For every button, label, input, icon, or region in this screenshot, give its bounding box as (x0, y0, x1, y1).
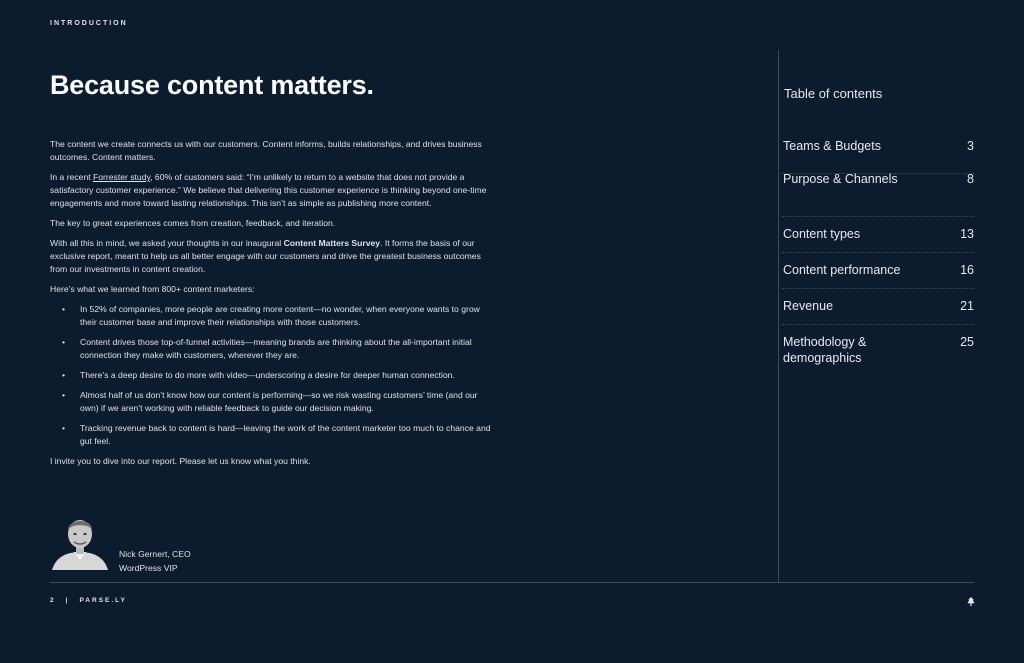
intro-paragraph-2 (50, 171, 495, 210)
toc-item-page: 3 (967, 139, 974, 153)
column-divider (778, 50, 779, 582)
intro-paragraph-2-end: , 60% of customers said: “I’m unlikely to return to a website that does not provide a satisfactory customer experience.” We believe that delivering this customer experience is thinking beyond one-time engagements and more toward lasting relationships. This isn’t as simple as publishing more content. (50, 172, 487, 208)
intro-paragraph-4-start: With all this in mind, we asked your thoughts in our inaugural (50, 238, 284, 248)
toc-heading: Table of contents (784, 86, 883, 101)
toc-item-revenue[interactable] (782, 289, 974, 325)
toc-item-label: Content types (783, 227, 861, 241)
toc-item-page: 13 (960, 227, 974, 241)
toc-item-page: 8 (967, 172, 974, 186)
toc-item-teams-budgets[interactable] (782, 138, 974, 174)
toc-item-label: Revenue (783, 299, 834, 313)
ceo-portrait (50, 510, 110, 570)
forrester-study-link[interactable]: Forrester study (93, 172, 151, 182)
toc-item-page: 21 (960, 299, 974, 313)
intro-body (50, 138, 495, 475)
toc-item-methodology[interactable] (782, 325, 974, 368)
section-eyebrow: INTRODUCTION (50, 20, 128, 27)
signer-company: WordPress VIP (119, 563, 178, 573)
page-title: Because content matters. (50, 70, 374, 100)
intro-paragraph-2-start: In a recent (50, 172, 93, 182)
finding-item: • In 52% of companies, more people are creating more content—no wonder, when everyone wants to grow their customer base and improve their relationships with those customers. (80, 303, 495, 329)
intro-paragraph-5: Here’s what we learned from 800+ content marketers: (50, 284, 255, 294)
finding-item: • Tracking revenue back to content is hard—leaving the work of the content marketer too much to chance and gut feel. (80, 422, 495, 448)
intro-paragraph-1: The content we create connects us with our customers. Content informs, builds relationships, and drives business outcomes. Content matters. (50, 139, 482, 162)
finding-item: • Almost half of us don’t know how our content is performing—so we risk wasting customers’ time (and our own) if we aren’t working with reliable feedback to guide our decision making. (80, 389, 495, 415)
toc-item-label: Content performance (783, 263, 901, 277)
findings-list (50, 303, 495, 448)
toc-item-label: Purpose & Channels (783, 172, 898, 186)
signature-text (119, 547, 191, 575)
intro-paragraph-4 (50, 237, 495, 276)
intro-paragraph-3: The key to great experiences comes from creation, feedback, and iteration. (50, 218, 336, 228)
survey-name: Content Matters Survey (283, 238, 381, 248)
page-number: 2 (50, 597, 56, 604)
footer-brand: PARSE.LY (79, 597, 127, 604)
closing-paragraph: I invite you to dive into our report. Please let us know what you think. (50, 456, 311, 466)
toc-item-label: Methodology & demographics (783, 335, 867, 365)
intro-paragraph-4-end: . It forms the basis of our exclusive report, meant to help us all better engage with our customers and drive the greatest business outcomes from our investments in content creation. (50, 238, 481, 274)
toc-item-purpose-channels[interactable] (782, 174, 974, 217)
toc-item-label: Teams & Budgets (783, 139, 881, 153)
parsely-leaf-icon (967, 597, 975, 606)
page-footer (50, 597, 127, 604)
signer-name: Nick Gernert, CEO (119, 549, 191, 559)
toc-item-content-types[interactable] (782, 217, 974, 253)
footer-separator: | (65, 597, 70, 604)
toc-item-page: 16 (960, 263, 974, 277)
toc-item-content-performance[interactable] (782, 253, 974, 289)
table-of-contents (782, 138, 974, 368)
finding-item: • Content drives those top-of-funnel activities—meaning brands are thinking about the all-important initial connection they make with customers, wherever they are. (80, 336, 495, 362)
footer-rule (50, 582, 974, 583)
toc-item-page: 25 (960, 335, 974, 349)
finding-item: • There’s a deep desire to do more with video—underscoring a desire for deeper human connection. (80, 369, 495, 382)
